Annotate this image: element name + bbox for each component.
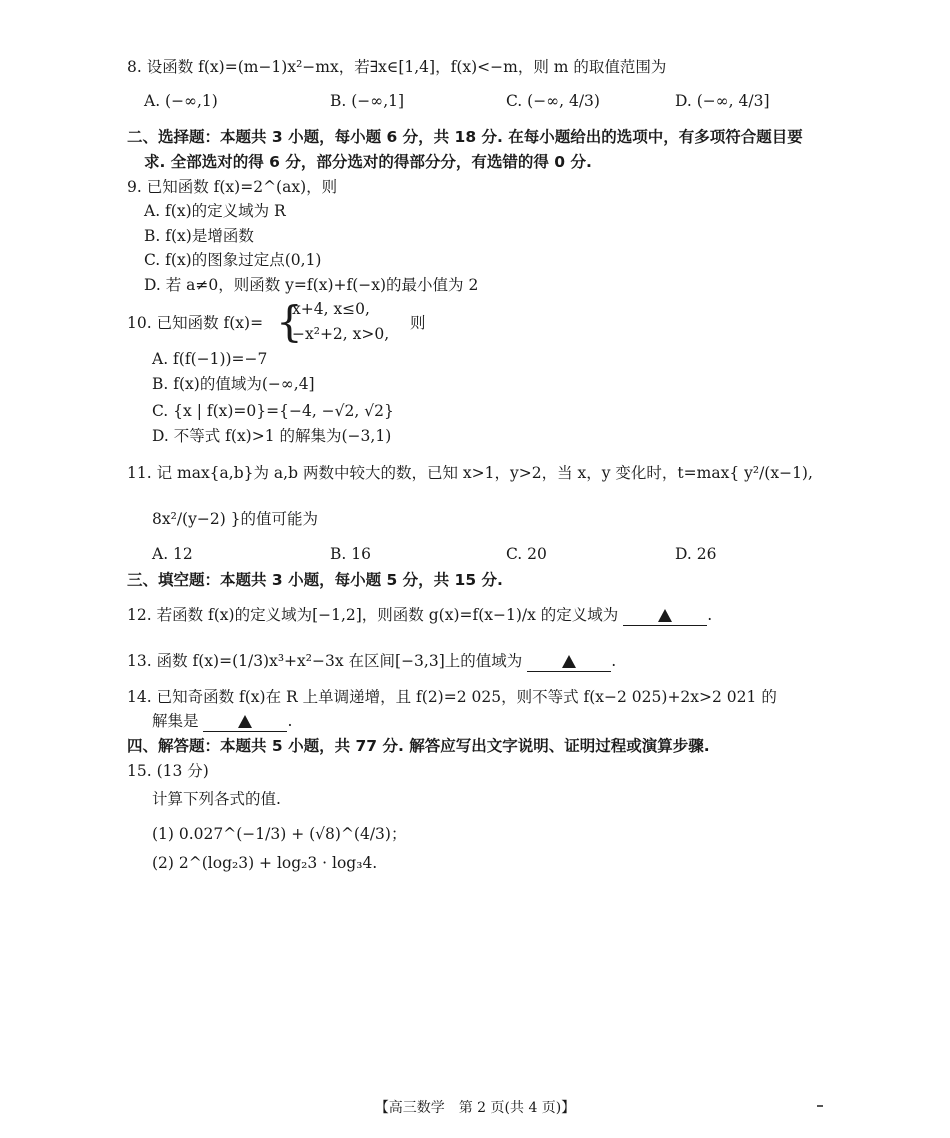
q10-option-b: B. f(x)的值域为(−∞,4] (152, 375, 315, 393)
q8-option-c: C. (−∞, 4/3) (506, 92, 600, 110)
q9-option-b: B. f(x)是增函数 (144, 227, 254, 245)
q14-line2 (152, 710, 292, 732)
q9-stem: 9. 已知函数 f(x)=2^(ax)，则 (127, 178, 338, 196)
q13-end: . (611, 652, 617, 670)
section3-heading: 三、填空题：本题共 3 小题，每小题 5 分，共 15 分. (127, 571, 503, 589)
q15-number: 15. (13 分) (127, 762, 209, 780)
section2-heading-line2: 求. 全部选对的得 6 分，部分选对的得部分分，有选错的得 0 分. (144, 153, 592, 171)
q9-option-a: A. f(x)的定义域为 R (144, 202, 286, 220)
q12-end: . (707, 606, 713, 624)
q8-stem: 8. 设函数 f(x)=(m−1)x²−mx，若∃x∈[1,4]，f(x)<−m，则 m 的取值范围为 (127, 58, 667, 76)
q11-option-b: B. 16 (330, 545, 371, 563)
page-footer: 【高三数学 第 2 页(共 4 页)】 (374, 1100, 576, 1116)
q14-end: . (287, 712, 293, 730)
q10-option-a: A. f(f(−1))=−7 (152, 350, 268, 368)
section2-heading-line1: 二、选择题：本题共 3 小题，每小题 6 分，共 18 分. 在每小题给出的选项中，有多项符合题目要 (127, 128, 803, 146)
q15-intro: 计算下列各式的值. (152, 790, 281, 808)
q11-option-d: D. 26 (675, 545, 717, 563)
q10-stem-suffix: 则 (410, 314, 426, 332)
q12-stem-text: 12. 若函数 f(x)的定义域为[−1,2]，则函数 g(x)=f(x−1)/x 的定义域为 (127, 606, 619, 624)
q11-stem-line2: 8x²/(y−2) }的值可能为 (152, 510, 319, 528)
q10-stem-prefix: 10. 已知函数 f(x)= (127, 314, 264, 332)
q9-option-c: C. f(x)的图象过定点(0,1) (144, 251, 322, 269)
q8-option-a: A. (−∞,1) (144, 92, 218, 110)
q15-part2: (2) 2^(log₂3) + log₂3 · log₃4. (152, 854, 378, 872)
answer-triangle-icon (238, 715, 252, 728)
q12-stem (127, 604, 712, 626)
q10-piecewise-brace: { (276, 297, 303, 346)
q11-option-c: C. 20 (506, 545, 547, 563)
answer-triangle-icon (658, 609, 672, 622)
q9-option-d: D. 若 a≠0，则函数 y=f(x)+f(−x)的最小值为 2 (144, 276, 479, 294)
q13-stem (127, 650, 616, 672)
q13-stem-text: 13. 函数 f(x)=(1/3)x³+x²−3x 在区间[−3,3]上的值域为 (127, 652, 523, 670)
q14-line2-text: 解集是 (152, 712, 199, 730)
q8-option-b: B. (−∞,1] (330, 92, 405, 110)
q10-option-d: D. 不等式 f(x)>1 的解集为(−3,1) (152, 427, 392, 445)
q14-answer-blank (203, 713, 287, 732)
q11-stem-line1: 11. 记 max{a,b}为 a,b 两数中较大的数，已知 x>1，y>2，当 x，y 变化时，t=max{ y²/(x−1), (127, 464, 813, 482)
q11-option-a: A. 12 (152, 545, 193, 563)
q12-answer-blank (623, 607, 707, 626)
q14-line1: 14. 已知奇函数 f(x)在 R 上单调递增，且 f(2)=2 025，则不等式 f(x−2 025)+2x>2 021 的 (127, 688, 777, 706)
q8-option-d: D. (−∞, 4/3] (675, 92, 770, 110)
q10-case2: −x²+2, x>0, (292, 325, 390, 343)
answer-triangle-icon (562, 655, 576, 668)
corner-mark (817, 1105, 823, 1107)
q13-answer-blank (527, 653, 611, 672)
q10-option-c: C. {x | f(x)=0}={−4, −√2, √2} (152, 402, 394, 420)
section4-heading: 四、解答题：本题共 5 小题，共 77 分. 解答应写出文字说明、证明过程或演算步骤. (127, 737, 710, 755)
q15-part1: (1) 0.027^(−1/3) + (√8)^(4/3)； (152, 825, 407, 843)
q10-case1: x+4, x≤0, (292, 300, 370, 318)
